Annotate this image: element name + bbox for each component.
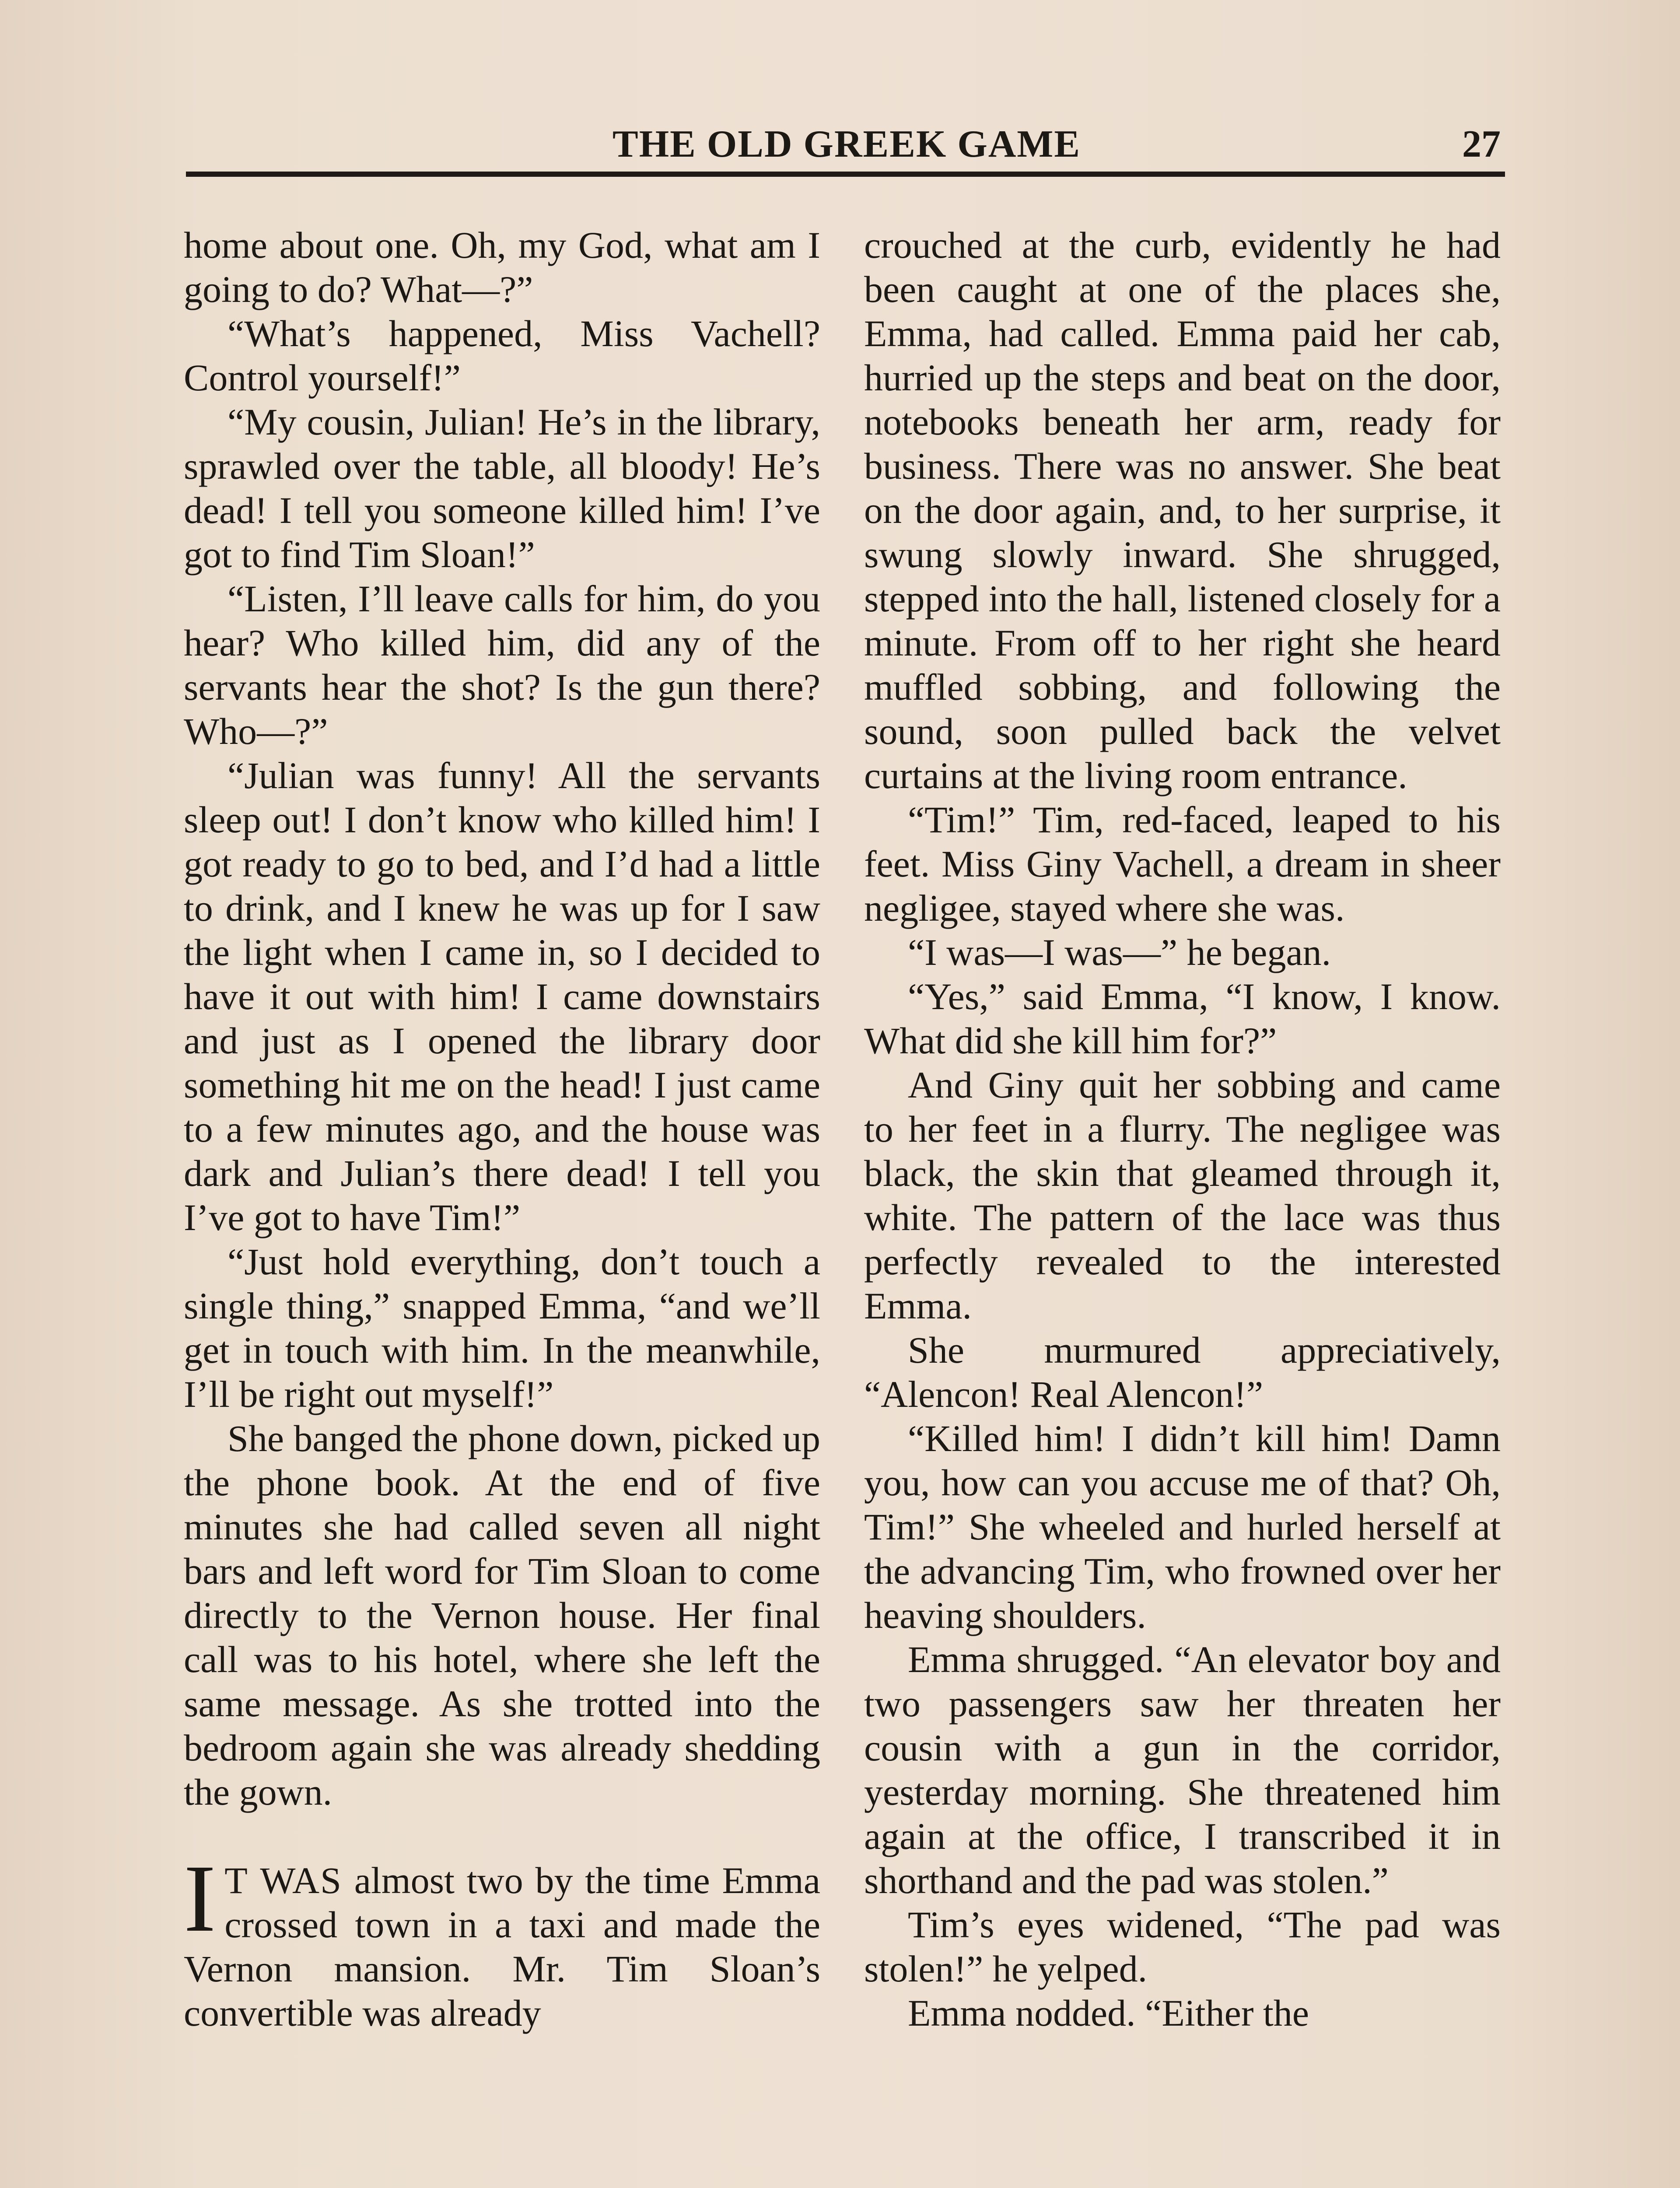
section-opening-paragraph <box>184 1845 820 2035</box>
paragraph: “Julian was funny! All the servants sleep out! I don’t know who killed him! I got ready to go to bed, and I’d had a little to drink, and I knew he was up for I saw the light when I came in, so I decided to have it out with him! I came downstairs and just as I opened the library door something hit me on the head! I just came to a few minutes ago, and the house was dark and Julian’s there dead! I tell you I’ve got to have Tim!” <box>184 754 820 1238</box>
header-rule <box>186 172 1505 177</box>
page-number: 27 <box>1462 123 1501 165</box>
page-header <box>188 123 1501 175</box>
left-column <box>184 223 820 2035</box>
paragraph: “Listen, I’ll leave calls for him, do you hear? Who killed him, did any of the servants hear the shot? Is the gun there? Who—?” <box>184 578 820 752</box>
paragraph: Emma shrugged. “An elevator boy and two passengers saw her threaten her cousin with a gun in the corridor, yesterday morning. She threatened him again at the office, I transcribed it in shorthand and the pad was stolen.” <box>864 1638 1501 1901</box>
paragraph: “Tim!” Tim, red-faced, leaped to his feet. Miss Giny Vachell, a dream in sheer negligee, stayed where she was. <box>864 799 1501 929</box>
paragraph: She murmured appreciatively, “Alencon! Real Alencon!” <box>864 1329 1501 1415</box>
paragraph: Emma nodded. “Either the <box>908 1992 1309 2034</box>
paragraph: “Yes,” said Emma, “I know, I know. What did she kill him for?” <box>864 975 1501 1062</box>
paragraph: She banged the phone down, picked up the phone book. At the end of five minutes she had called seven all night bars and left word for Tim Sloan to come directly to the Vernon house. Her final call was to his hotel, where she left the same message. As she trotted into the bedroom again she was already shedding the gown. <box>184 1417 820 1813</box>
paragraph: “I was—I was—” he began. <box>908 931 1331 973</box>
right-column <box>864 223 1501 2035</box>
running-head: THE OLD GREEK GAME <box>612 123 1081 165</box>
paragraph: And Giny quit her sobbing and came to her feet in a flurry. The negligee was black, the skin that gleamed through it, white. The pattern of the lace was thus perfectly revealed to the interested Emma. <box>864 1064 1501 1327</box>
drop-cap: I <box>184 1845 216 1952</box>
paragraph: home about one. Oh, my God, what am I going to do? What—?” <box>184 224 820 310</box>
paragraph: crouched at the curb, evidently he had been caught at one of the places she, Emma, had called. Emma paid her cab, hurried up the steps and beat on the door, notebooks beneath her arm, ready for business. There was no answer. She beat on the door again, and, to her surprise, it swung slowly inward. She shrugged, stepped into the hall, listened closely for a minute. From off to her right she heard muffled sobbing, and following the sound, soon pulled back the velvet curtains at the living room entrance. <box>864 224 1501 796</box>
paragraph: “What’s happened, Miss Vachell? Control yourself!” <box>184 312 820 399</box>
paragraph: Tim’s eyes widened, “The pad was stolen!” he yelped. <box>864 1904 1501 1990</box>
paragraph-text: almost two by the time Emma crossed town in a taxi and made the Vernon mansion. Mr. Tim Sloan’s convertible was already <box>184 1859 820 2034</box>
paragraph: “My cousin, Julian! He’s in the library, sprawled over the table, all bloody! He’s dead! I tell you someone killed him! I’ve got to find Tim Sloan!” <box>184 401 820 575</box>
paragraph: “Just hold everything, don’t touch a single thing,” snapped Emma, “and we’ll get in touch with him. In the meanwhile, I’ll be right out myself!” <box>184 1241 820 1415</box>
paragraph: “Killed him! I didn’t kill him! Damn you, how can you accuse me of that? Oh, Tim!” She wheeled and hurled herself at the advancing Tim, who frowned over her heaving shoulders. <box>864 1417 1501 1636</box>
lead-in: T WAS <box>224 1859 342 1901</box>
